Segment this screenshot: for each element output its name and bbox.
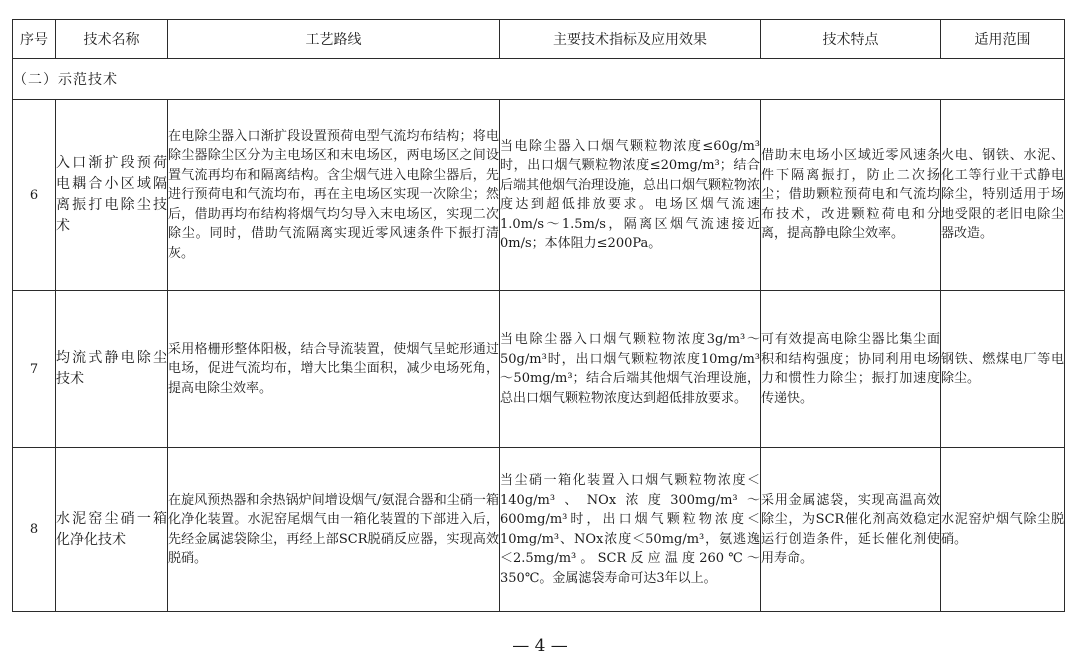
section-row xyxy=(13,59,1065,100)
tech-name: 均流式静电除尘技术 xyxy=(56,291,168,448)
row-number: 7 xyxy=(13,291,56,448)
row-number: 6 xyxy=(13,100,56,291)
process-route: 采用格栅形整体阳极，结合导流装置，使烟气呈蛇形通过电场，促进气流均布，增大比集尘面积，减少电场死角，提高电除尘效率。 xyxy=(168,291,500,448)
header-number: 序号 xyxy=(13,20,56,59)
tech-features: 可有效提高电除尘器比集尘面积和结构强度；协同利用电场力和惯性力除尘；振打加速度传递快。 xyxy=(761,291,941,448)
table-row xyxy=(13,100,1065,291)
table-row xyxy=(13,448,1065,612)
technology-table xyxy=(12,19,1065,612)
tech-features: 采用金属滤袋，实现高温高效除尘，为SCR催化剂高效稳定运行创造条件，延长催化剂使用寿命。 xyxy=(761,448,941,612)
header-features: 技术特点 xyxy=(761,20,941,59)
application-scope: 钢铁、燃煤电厂等电除尘。 xyxy=(941,291,1065,448)
header-process-route: 工艺路线 xyxy=(168,20,500,59)
tech-features: 借助末电场小区域近零风速条件下隔离振打，防止二次扬尘；借助颗粒预荷电和气流均布技术，改进颗粒荷电和分离，提高静电除尘效率。 xyxy=(761,100,941,291)
tech-metrics: 当电除尘器入口烟气颗粒物浓度3g/m³～50g/m³时，出口烟气颗粒物浓度10mg/m³～50mg/m³；结合后端其他烟气治理设施，总出口烟气颗粒物浓度达到超低排放要求。 xyxy=(500,291,761,448)
tech-metrics: 当电除尘器入口烟气颗粒物浓度≤60g/m³时，出口烟气颗粒物浓度≤20mg/m³；结合后端其他烟气治理设施，总出口烟气颗粒物浓度达到超低排放要求。电场区烟气流速1.0m/s～1.5m/s，隔离区烟气流速接近0m/s；本体阻力≤200Pa。 xyxy=(500,100,761,291)
table-header-row xyxy=(13,20,1065,59)
tech-name: 水泥窑尘硝一箱化净化技术 xyxy=(56,448,168,612)
header-metrics: 主要技术指标及应用效果 xyxy=(500,20,761,59)
header-scope: 适用范围 xyxy=(941,20,1065,59)
process-route: 在电除尘器入口渐扩段设置预荷电型气流均布结构；将电除尘器除尘区分为主电场区和末电场区，两电场区之间设置气流再均布和隔离结构。含尘烟气进入电除尘器后，先进行预荷电和气流均布，再在主电场区实现一次除尘；然后，借助再均布结构将烟气均匀导入末电场区，实现二次除尘。同时，借助气流隔离实现近零风速条件下振打清灰。 xyxy=(168,100,500,291)
application-scope: 火电、钢铁、水泥、化工等行业干式静电除尘，特别适用于场地受限的老旧电除尘器改造。 xyxy=(941,100,1065,291)
tech-metrics: 当尘硝一箱化装置入口烟气颗粒物浓度＜140g/m³、NOx浓度300mg/m³～600mg/m³时，出口烟气颗粒物浓度＜10mg/m³、NOx浓度＜50mg/m³，氨逃逸＜2.5mg/m³。SCR反应温度260℃～350℃。金属滤袋寿命可达3年以上。 xyxy=(500,448,761,612)
table-row xyxy=(13,291,1065,448)
header-tech-name: 技术名称 xyxy=(56,20,168,59)
application-scope: 水泥窑炉烟气除尘脱硝。 xyxy=(941,448,1065,612)
tech-name: 入口渐扩段预荷电耦合小区域隔离振打电除尘技术 xyxy=(56,100,168,291)
row-number: 8 xyxy=(13,448,56,612)
process-route: 在旋风预热器和余热锅炉间增设烟气/氨混合器和尘硝一箱化净化装置。水泥窑尾烟气由一箱化装置的下部进入后，先经金属滤袋除尘，再经上部SCR脱硝反应器，实现高效脱硝。 xyxy=(168,448,500,612)
page-number: — 4 — xyxy=(512,636,568,656)
section-title: （二）示范技术 xyxy=(13,59,1065,100)
